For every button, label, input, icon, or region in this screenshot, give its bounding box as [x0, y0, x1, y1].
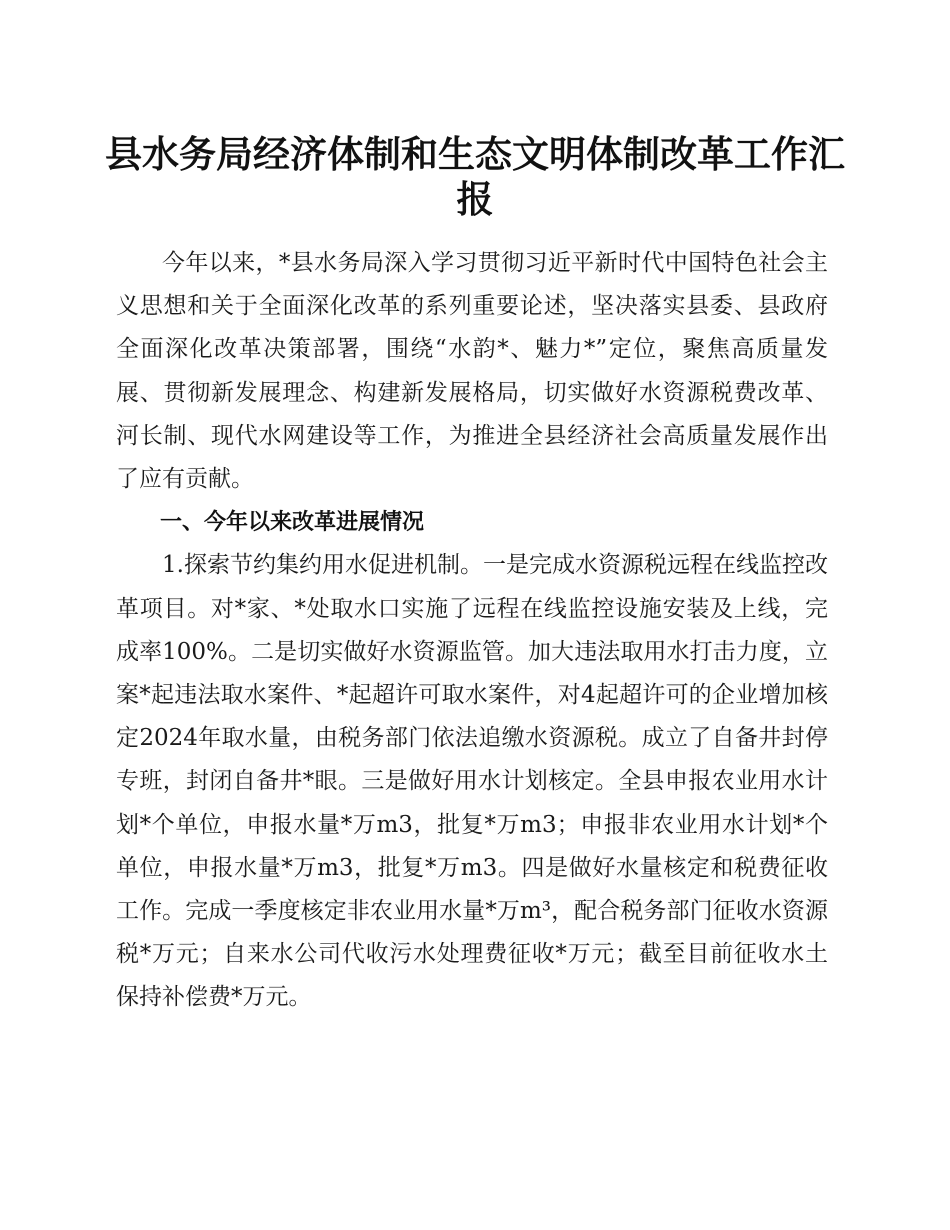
section-heading-1: 一、今年以来改革进展情况: [160, 510, 425, 536]
section-1-paragraph-1: 1.探索节约集约用水促进机制。一是完成水资源税远程在线监控改革项目。对*家、*处取水口实施了远程在线监控设施安装及上线，完成率100%。二是切实做好水资源监管。加大违法取用水打击力度，立案*起违法取水案件、*起超许可取水案件，对4起超许可的企业增加核定2024年取水量，由税务部门依法追缴水资源税。成立了自备井封停专班，封闭自备井*眼。三是做好用水计划核定。全县申报农业用水计划*个单位，申报水量*万m3，批复*万m3；申报非农业用水计划*个单位，申报水量*万m3，批复*万m3。四是做好水量核定和税费征收工作。完成一季度核定非农业用水量*万m³，配合税务部门征收水资源税*万元；自来水公司代收污水处理费征收*万元；截至目前征收水土保持补偿费*万元。: [116, 552, 828, 1011]
intro-paragraph: 今年以来，*县水务局深入学习贯彻习近平新时代中国特色社会主义思想和关于全面深化改革的系列重要论述，坚决落实县委、县政府全面深化改革决策部署，围绕“水韵*、魅力*”定位，聚焦高质量发展、贯彻新发展理念、构建新发展格局，切实做好水资源税费改革、河长制、现代水网建设等工作，为推进全县经济社会高质量发展作出了应有贡献。: [116, 250, 828, 493]
document-body: [116, 242, 828, 1020]
document-title: 县水务局经济体制和生态文明体制改革工作汇报: [105, 132, 845, 221]
